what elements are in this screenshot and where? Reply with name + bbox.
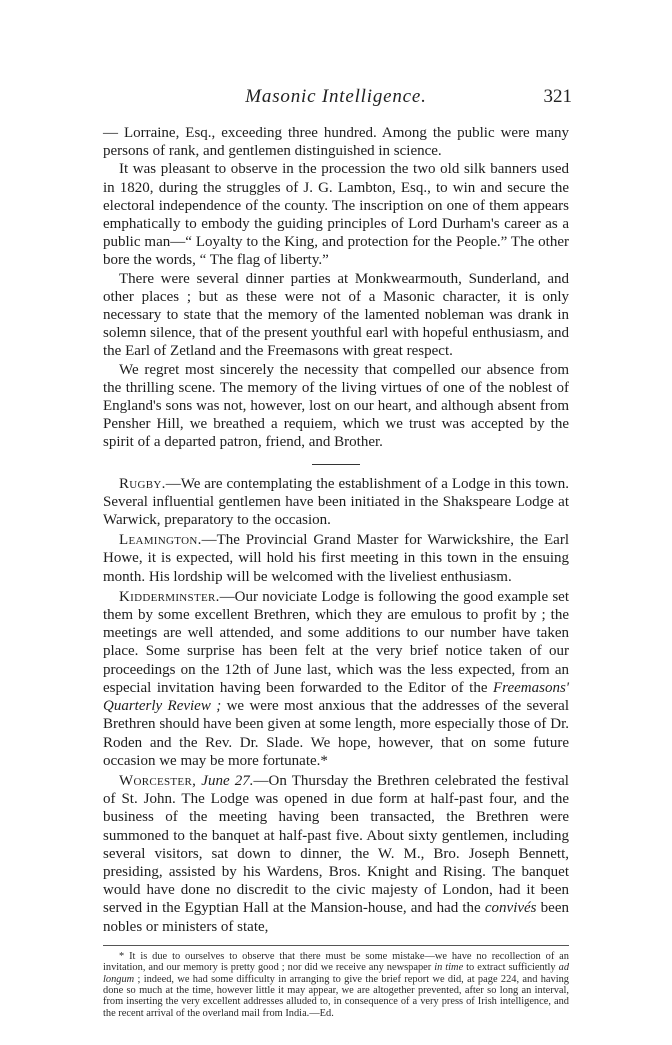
section-worcester	[103, 772, 569, 936]
review-title: Freemasons' Quarterly Review ;	[103, 679, 569, 715]
section-text-worcester-2: been nobles or ministers of state,	[103, 900, 569, 935]
footnote-rule	[103, 945, 569, 946]
paragraph-dinner-parties: There were several dinner parties at Monkwearmouth, Sunderland, and other places ; but as these were not of a Masonic character, it is only necessary to state that the memory of the lamented nobleman was drank in solemn silence, that of the present youthful earl with hopeful enthusiasm, and the Earl of Zetland and the Freemasons with great respect.	[103, 270, 569, 360]
footnote-text-3: ; indeed, we had some difficulty in arranging to give the brief report we did, at page 224, and having done so much at the time, however little it may appear, we are altogether prevented, after so long an interval, from inserting the very excellent addresses alluded to, in consequence of a very press of Irish intelligence, and the recent arrival of the overland mail from India.—Ed.	[103, 973, 569, 1019]
page-number: 321	[543, 86, 572, 107]
footnote-text-2: to extract sufficiently	[463, 962, 559, 974]
paragraph-regret: We regret most sincerely the necessity that compelled our absence from the thrilling scene. The memory of the living virtues of one of the noblest of England's sons was not, however, lost on our heart, and although absent from Pensher Hill, we breathed a requiem, which we trust was accepted by the spirit of a departed patron, friend, and Brother.	[103, 361, 569, 451]
section-text-kidderminster-2: we were most anxious that the addresses of the several Brethren should have been given at some length, more especially those of Dr. Roden and the Rev. Dr. Slade. We hope, however, that on some future occasion we may be more fortunate.*	[103, 698, 570, 769]
section-heading-rugby: Rugby.	[119, 475, 166, 492]
section-rugby	[103, 475, 569, 530]
section-kidderminster	[103, 588, 569, 770]
footnote	[103, 951, 569, 1019]
page-header	[100, 86, 572, 114]
article-body	[103, 124, 569, 1019]
section-leamington	[103, 531, 569, 586]
section-text-kidderminster-1: —Our noviciate Lodge is following the good example set them by some excellent Brethren, which they are emulous to profit by ; the meetings are well attended, and some additions to our number have taken place. Some surprise has been felt at the very brief notice taken of our proceedings on the 12th of June last, which was the less expected, from an especial invitation having been forwarded to the Editor of the	[103, 588, 569, 696]
section-text-leamington: —The Provincial Grand Master for Warwickshire, the Earl Howe, it is expected, will hold his first meeting in this town in the ensuing month. His lordship will be welcomed with the liveliest enthusiasm.	[103, 532, 569, 585]
section-text-rugby: —We are contemplating the establishment of a Lodge in this town. Several influential gentlemen have been initiated in the Shakspeare Lodge at Warwick, preparatory to the occasion.	[103, 475, 569, 529]
paragraph-banners: It was pleasant to observe in the procession the two old silk banners used in 1820, during the struggles of J. G. Lambton, Esq., to win and secure the electoral independence of the county. The inscription on one of them appears emphatically to embody the guiding principles of Lord Durham's career as a public man—“ Loyalty to the King, and protection for the People.” The other bore the words, “ The flag of liberty.”	[103, 161, 569, 269]
running-title: Masonic Intelligence.	[245, 86, 427, 107]
footnote-text-1: * It is due to ourselves to observe that there must be some mistake—we have no recollection of an invitation, and our memory is pretty good ; nor did we receive any newspaper	[103, 950, 569, 974]
section-date-worcester: June 27.	[196, 772, 254, 789]
section-heading-leamington: Leamington.	[119, 532, 202, 549]
footnote-in-time: in time	[434, 962, 464, 974]
section-heading-worcester: Worcester,	[119, 772, 197, 789]
section-heading-kidderminster: Kidderminster.	[119, 588, 220, 605]
section-text-worcester-1: —On Thursday the Brethren celebrated the festival of St. John. The Lodge was opened in due form at half-past four, and the business of the meeting having been transacted, the Brethren were summoned to the banquet at half-past five. About sixty gentlemen, including several visitors, sat down to dinner, the W. M., Bro. Joseph Bennett, presiding, assisted by his Wardens, Bros. Knight and Rising. The banquet would have done no discredit to the civic majesty of London, had it been served in the Egyptian Hall at the Mansion-house, and had the	[103, 772, 569, 917]
section-divider	[312, 464, 360, 465]
convives-word: convivés	[484, 900, 537, 917]
footnote-ad-longum: ad longum	[103, 962, 570, 985]
paragraph-lorraine: — Lorraine, Esq., exceeding three hundred. Among the public were many persons of rank, and gentlemen distinguished in science.	[103, 125, 569, 160]
